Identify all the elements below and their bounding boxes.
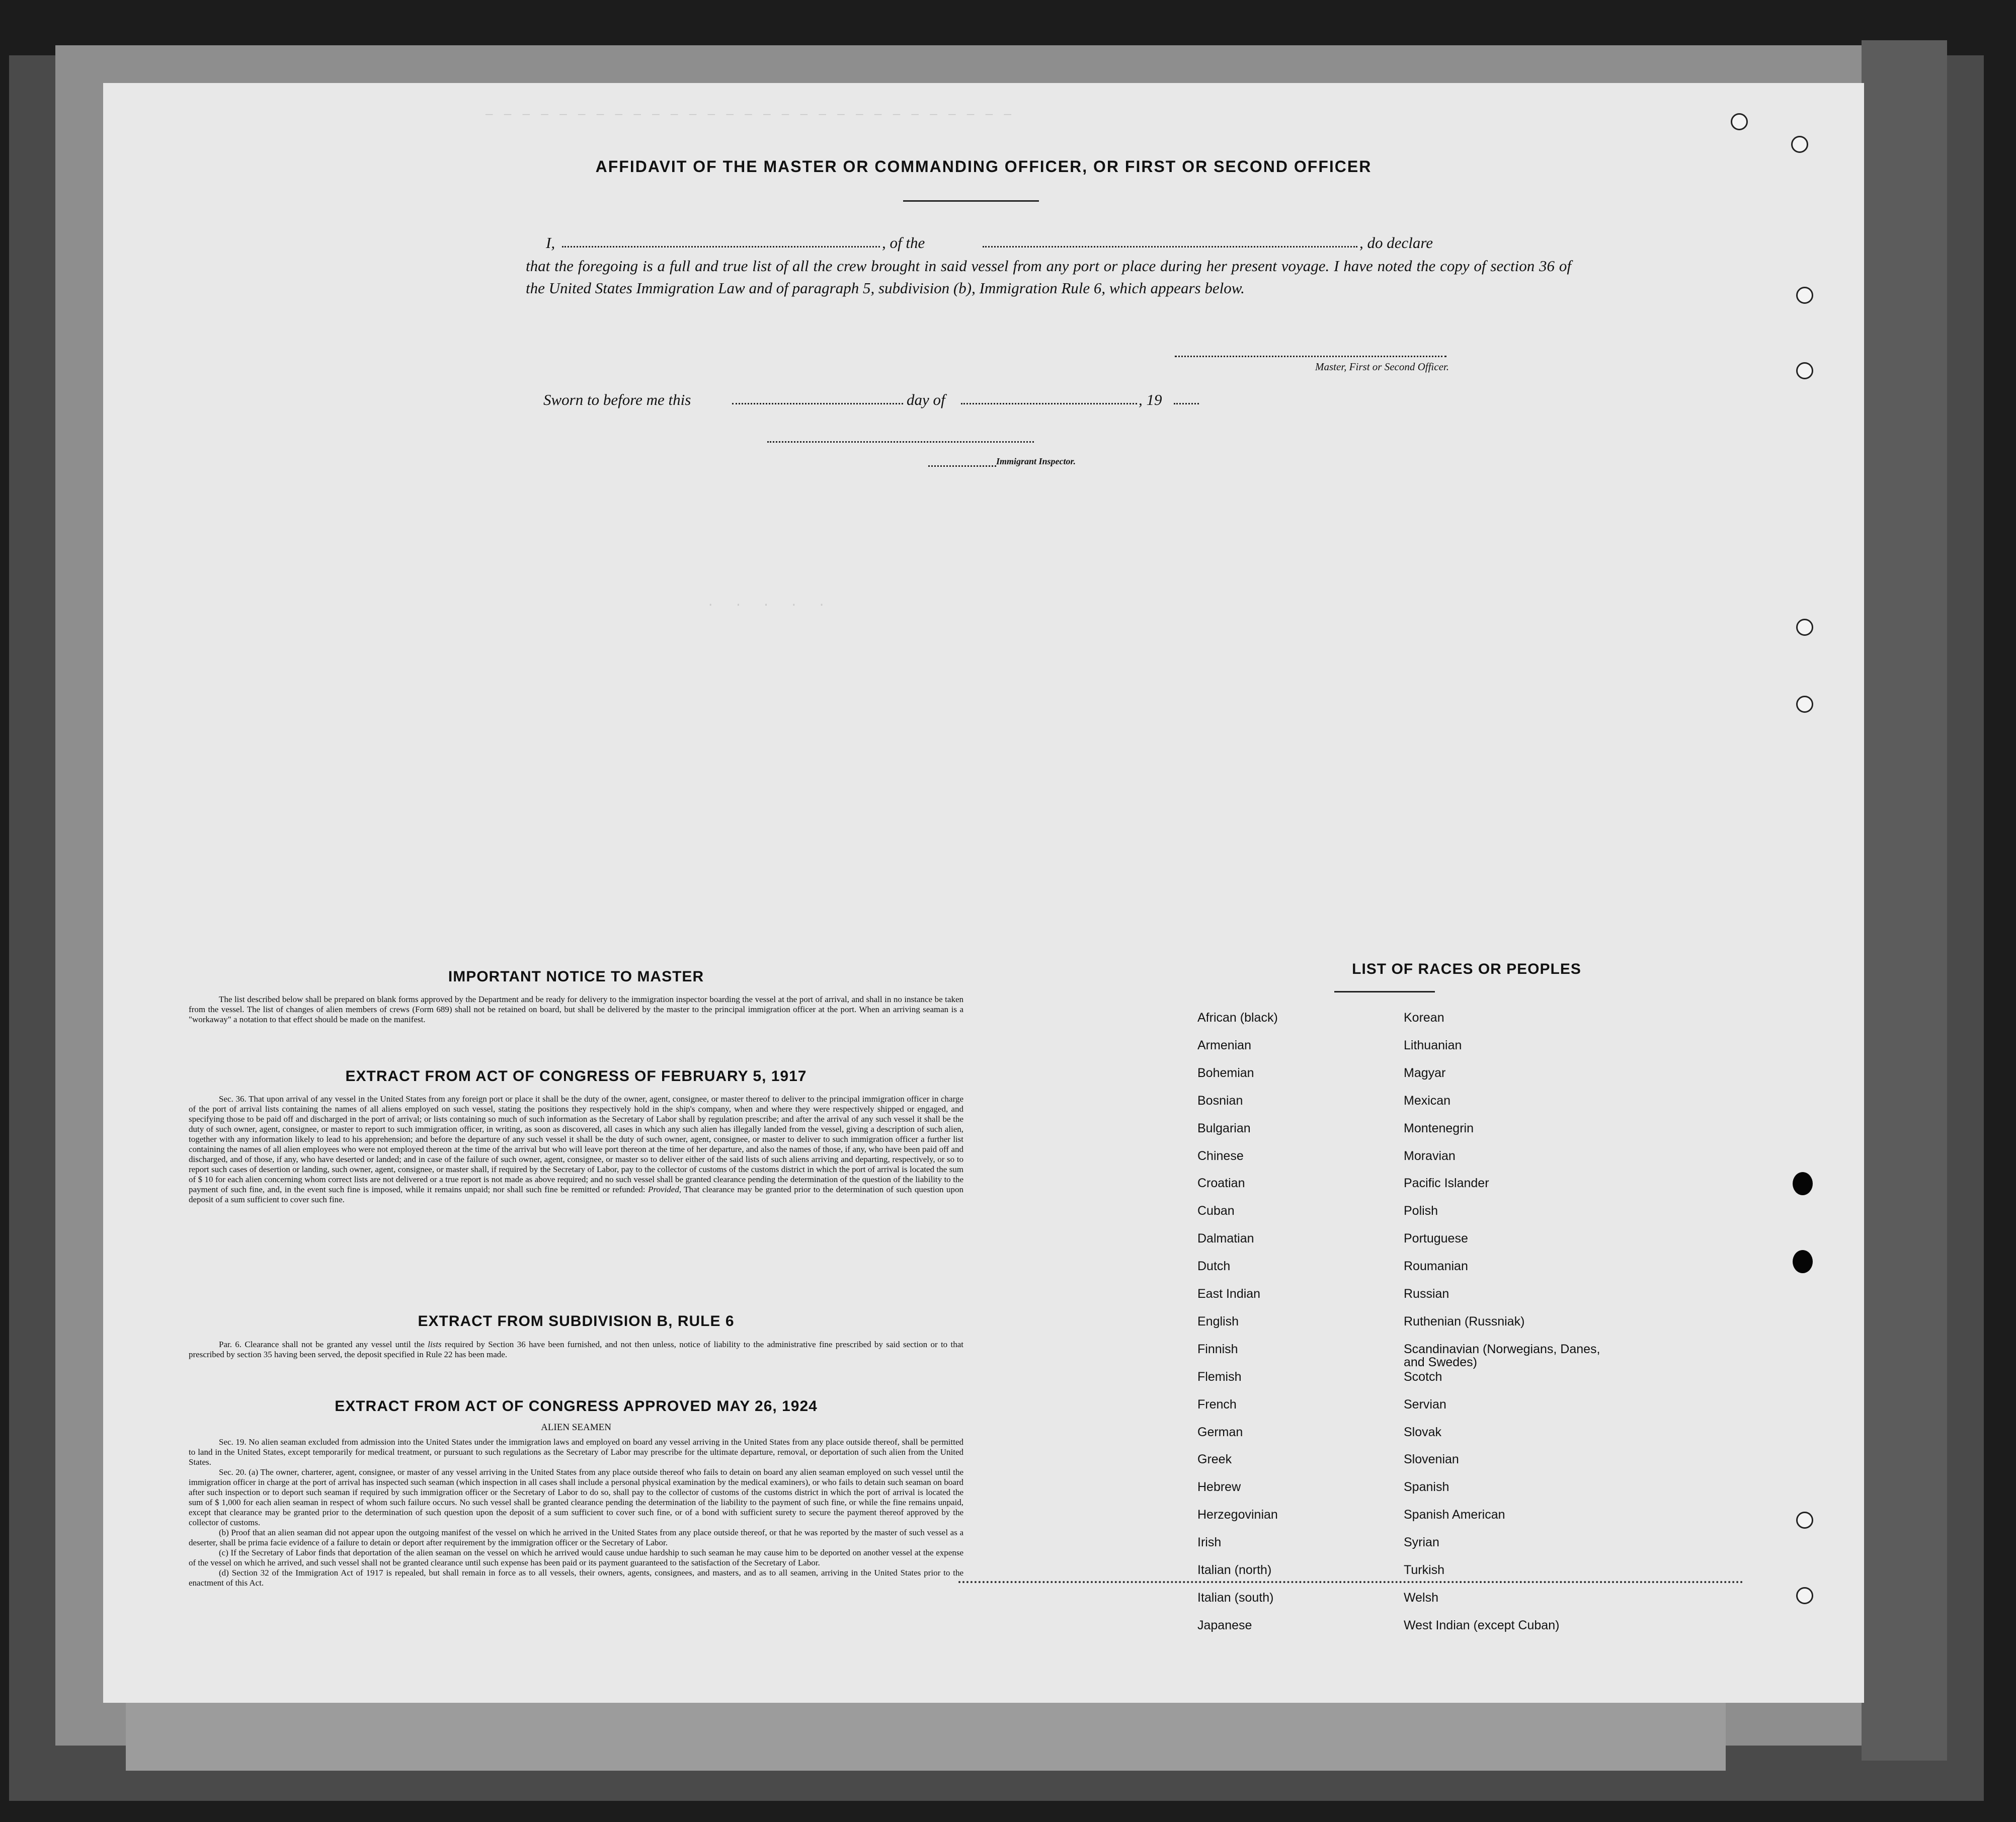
bleed-through: . . . . . bbox=[707, 596, 828, 610]
do-declare-label: , do declare bbox=[1359, 234, 1433, 252]
race-item: Scotch bbox=[1404, 1370, 1442, 1384]
race-item: Japanese bbox=[1197, 1618, 1252, 1632]
race-item: Italian (south) bbox=[1197, 1591, 1274, 1605]
extract-1917-body-end: That clearance may be granted prior to the determination of such question upon deposit of a sum sufficient to cover such fine. bbox=[189, 1185, 964, 1204]
race-item: Magyar bbox=[1404, 1066, 1446, 1080]
races-title: LIST OF RACES OR PEOPLES bbox=[1352, 961, 1581, 977]
race-item: Pacific Islander bbox=[1404, 1176, 1489, 1190]
race-item: Ruthenian (Russniak) bbox=[1404, 1314, 1525, 1329]
sec-20a-paragraph: Sec. 20. (a) The owner, charterer, agent, consignee, or master of any vessel arriving in the United States from any place outside thereof who fails to detain on board any alien seaman employed on such vessel until the immigration officer in charge at the port of arrival has inspected such seaman (which inspection in all cases shall include a personal physical examination by the medical examiners), or who fails to detain such seaman on board after such inspection or to deport such seaman if required by such immigration officer or the Secretary of Labor to do so, shall pay to the collector of customs of the customs district in which the port of arrival is located the sum of $ 1,000 for each alien seaman in respect of whom such failure occurs. No such vessel shall be granted clearance pending the determination of the liability to the payment of such fine, or while the fine remains unpaid, except that clearance may be granted prior to the determination of such question upon the deposit of a sum sufficient to cover such fine, or of a bond with sufficient surety to secure the payment thereof approved by the collector of customs. bbox=[189, 1467, 963, 1527]
race-item: Finnish bbox=[1197, 1342, 1238, 1356]
divider bbox=[1334, 991, 1435, 992]
race-item: Italian (north) bbox=[1197, 1563, 1272, 1577]
sec-20d-paragraph: (d) Section 32 of the Immigration Act of 1917 is repealed, but shall remain in force as to all vessels, their owners, agents, consignees, and masters, and as to all seamen, arriving in the United States prior to the enactment of this Act. bbox=[189, 1568, 963, 1588]
race-item: Montenegrin bbox=[1404, 1121, 1474, 1135]
sworn-label: Sworn to before me this bbox=[543, 391, 691, 408]
race-item: African (black) bbox=[1197, 1011, 1278, 1025]
bleed-through: — — — — — — — — — — — — — — — — — — — — — — — — — — — — — bbox=[486, 108, 1013, 122]
race-item: Spanish bbox=[1404, 1480, 1449, 1494]
tear-line bbox=[958, 1581, 1743, 1583]
race-item: Hebrew bbox=[1197, 1480, 1241, 1494]
race-item: Irish bbox=[1197, 1535, 1222, 1549]
extract-1924-title: EXTRACT FROM ACT OF CONGRESS APPROVED MAY 26, 1924 bbox=[335, 1398, 818, 1415]
back-sheet-edge bbox=[1862, 40, 1947, 1761]
extract-1917-body: Sec. 36. That upon arrival of any vessel in the United States from any foreign port or place it shall be the duty of the owner, agent, consignee, or master thereof to deliver to the principal immigration officer in charge of the port of arrival lists containing the names of all aliens employed on such vessel, stating the positions they respectively hold in the ship's company, when and where they were respectively shipped or engaged, and specifying those to be paid off and discharged in the port of arrival; or lists containing so much of such information as the Secretary of Labor shall by regulation prescribe; and after the arrival of any such vessel it shall be the duty of such owner, agent, consignee, or master to report to such immigration officer, in writing, as soon as discovered, all cases in which any such alien has illegally landed from the vessel, giving a description of such alien, together with any information likely to lead to his apprehension; and before the departure of any such vessel it shall be the duty of such owner, agent, consignee, or master to deliver to such immigration officer a further list containing the names of all alien employees who were not employed thereon at the time of the arrival but who will leave port thereon at the time of her departure, and also the names of those, if any, who have been paid off and discharged, and of those, if any, who have deserted or landed; and in case of the failure of such owner, agent, consignee, or master so to deliver either of the said lists of such aliens arriving and departing, respectively, or so to report such cases of desertion or landing, such owner, agent, consignee, or master shall, if required by the Secretary of Labor, pay to the collector of customs of the customs district in which the port of arrival is located the sum of $ 10 for each alien concerning whom correct lists are not delivered or a true report is not made as above required; and no such vessel shall be granted clearance pending the determination of the question of the liability to the payment of such fine, and, in the event such fine is imposed, while it remains unpaid; nor shall such fine be remitted or refunded: bbox=[189, 1094, 963, 1194]
punch-hole bbox=[1791, 136, 1808, 153]
sec-19-paragraph: Sec. 19. No alien seaman excluded from admission into the United States under the immigration laws and employed on board any vessel arriving in the United States from any place outside thereof, shall be permitted to land in the United States, except temporarily for medical treatment, or pursuant to such regulations as the Secretary of Labor may prescribe for the ultimate departure, removal, or deportation of such alien from the United States. bbox=[189, 1437, 963, 1467]
race-item: Bosnian bbox=[1197, 1094, 1243, 1108]
extract-rule6-title: EXTRACT FROM SUBDIVISION B, RULE 6 bbox=[418, 1313, 735, 1330]
inspector-field[interactable] bbox=[767, 441, 1034, 443]
rule6-body-end: required by Section 36 have been furnished, and not then unless, notice of liability to the administrative fine prescribed by said section or to that prescribed by section 35 having been served, the deposit specified in Rule 22 has been made. bbox=[189, 1340, 964, 1359]
of-the-label: , of the bbox=[882, 234, 925, 252]
extract-1924-body bbox=[189, 1437, 963, 1588]
extract-1917-title: EXTRACT FROM ACT OF CONGRESS OF FEBRUARY 5, 1917 bbox=[345, 1068, 807, 1085]
race-item: Korean bbox=[1404, 1011, 1444, 1025]
race-item: Chinese bbox=[1197, 1149, 1244, 1163]
year-field[interactable] bbox=[1174, 403, 1199, 404]
punch-hole bbox=[1796, 1512, 1813, 1529]
race-item: West Indian (except Cuban) bbox=[1404, 1618, 1560, 1632]
extract-1917-text bbox=[189, 1094, 963, 1205]
year-label: , 19 bbox=[1139, 391, 1162, 408]
punch-hole bbox=[1796, 1587, 1813, 1604]
race-item: Roumanian bbox=[1404, 1259, 1468, 1273]
notice-text: The list described below shall be prepared on blank forms approved by the Department and be ready for delivery to the immigration inspector boarding the vessel at the port of arrival, and shall in no instance be taken from the vessel. The list of changes of alien members of crews (Form 689) shall not be retained on board, but shall be delivered by the master to the principal immigration officer at the port. When an arriving seaman is a "workaway" a notation to that effect should be made on the manifest. bbox=[189, 995, 963, 1024]
notice-title: IMPORTANT NOTICE TO MASTER bbox=[448, 968, 704, 985]
race-item: Lithuanian bbox=[1404, 1038, 1462, 1052]
punch-hole bbox=[1731, 113, 1748, 130]
name-field[interactable] bbox=[562, 246, 880, 247]
race-item: Flemish bbox=[1197, 1370, 1242, 1384]
sec-20b-paragraph: (b) Proof that an alien seaman did not appear upon the outgoing manifest of the vessel on which he arrived in the United States from any place outside thereof, or that he was reported by the master of such vessel as a deserter, shall be prima facie evidence of a failure to detain or deport after requirement by the immigration officer or the Secretary of Labor. bbox=[189, 1528, 963, 1547]
punch-hole bbox=[1793, 1250, 1813, 1273]
race-item: Mexican bbox=[1404, 1094, 1451, 1108]
inspector-caption: Immigrant Inspector. bbox=[996, 456, 1076, 466]
race-item: Spanish American bbox=[1404, 1508, 1505, 1522]
day-of-label: day of bbox=[907, 391, 945, 408]
lists-word: lists bbox=[428, 1340, 442, 1349]
rule6-body: Par. 6. Clearance shall not be granted any vessel until the bbox=[219, 1340, 425, 1349]
inspector-field-short[interactable] bbox=[928, 465, 996, 467]
affidavit-text: that the foregoing is a full and true list of all the crew brought in said vessel from any port or place during her present voyage. I have noted the copy of section 36 of the United States Immigration Law and of paragraph 5, subdivision (b), Immigration Rule 6, which appears below. bbox=[526, 257, 1571, 297]
race-item: Greek bbox=[1197, 1452, 1232, 1466]
race-item: English bbox=[1197, 1314, 1239, 1329]
race-item: East Indian bbox=[1197, 1287, 1261, 1301]
punch-hole bbox=[1793, 1172, 1813, 1195]
race-item: Bohemian bbox=[1197, 1066, 1254, 1080]
punch-hole bbox=[1796, 619, 1813, 636]
extract-rule6-text bbox=[189, 1340, 963, 1360]
punch-hole bbox=[1796, 696, 1813, 713]
day-field[interactable] bbox=[732, 403, 903, 404]
race-item: German bbox=[1197, 1425, 1243, 1439]
race-item: Moravian bbox=[1404, 1149, 1456, 1163]
race-item: Dutch bbox=[1197, 1259, 1231, 1273]
race-item: Herzegovinian bbox=[1197, 1508, 1278, 1522]
race-item: Armenian bbox=[1197, 1038, 1251, 1052]
i-label: I, bbox=[546, 234, 555, 252]
race-item: Russian bbox=[1404, 1287, 1449, 1301]
race-item: Slovenian bbox=[1404, 1452, 1459, 1466]
vessel-field[interactable] bbox=[983, 246, 1357, 247]
race-item: Welsh bbox=[1404, 1591, 1439, 1605]
race-item: Syrian bbox=[1404, 1535, 1439, 1549]
provided-word: Provided, bbox=[648, 1185, 681, 1194]
affidavit-title: AFFIDAVIT OF THE MASTER OR COMMANDING OFFICER, OR FIRST OR SECOND OFFICER bbox=[595, 157, 1372, 176]
signature-field[interactable] bbox=[1175, 356, 1446, 357]
sec-20c-paragraph: (c) If the Secretary of Labor finds that deportation of the alien seaman on the vessel on which he arrived would cause undue hardship to such seaman he may cause him to be deported on another vessel at the expense of the vessel on which he arrived, and such vessel shall not be granted clearance until such expense has been paid or its payment guaranteed to the satisfaction of the Secretary of Labor. bbox=[189, 1548, 963, 1567]
signature-caption: Master, First or Second Officer. bbox=[1315, 361, 1449, 373]
race-item: Portuguese bbox=[1404, 1231, 1468, 1246]
month-field[interactable] bbox=[961, 403, 1137, 404]
race-item: Bulgarian bbox=[1197, 1121, 1251, 1135]
extract-1924-subtitle: ALIEN SEAMEN bbox=[541, 1422, 611, 1433]
race-item: Dalmatian bbox=[1197, 1231, 1254, 1246]
race-item: Croatian bbox=[1197, 1176, 1245, 1190]
race-item: Slovak bbox=[1404, 1425, 1442, 1439]
punch-hole bbox=[1796, 362, 1813, 379]
race-item: Scandinavian (Norwegians, Danes, and Swedes) bbox=[1404, 1342, 1600, 1369]
form-page bbox=[103, 83, 1864, 1703]
race-item: French bbox=[1197, 1397, 1237, 1412]
punch-hole bbox=[1796, 287, 1813, 304]
race-item: Turkish bbox=[1404, 1563, 1445, 1577]
race-item: Servian bbox=[1404, 1397, 1446, 1412]
race-item: Cuban bbox=[1197, 1204, 1235, 1218]
race-item: Polish bbox=[1404, 1204, 1438, 1218]
divider bbox=[903, 200, 1039, 202]
